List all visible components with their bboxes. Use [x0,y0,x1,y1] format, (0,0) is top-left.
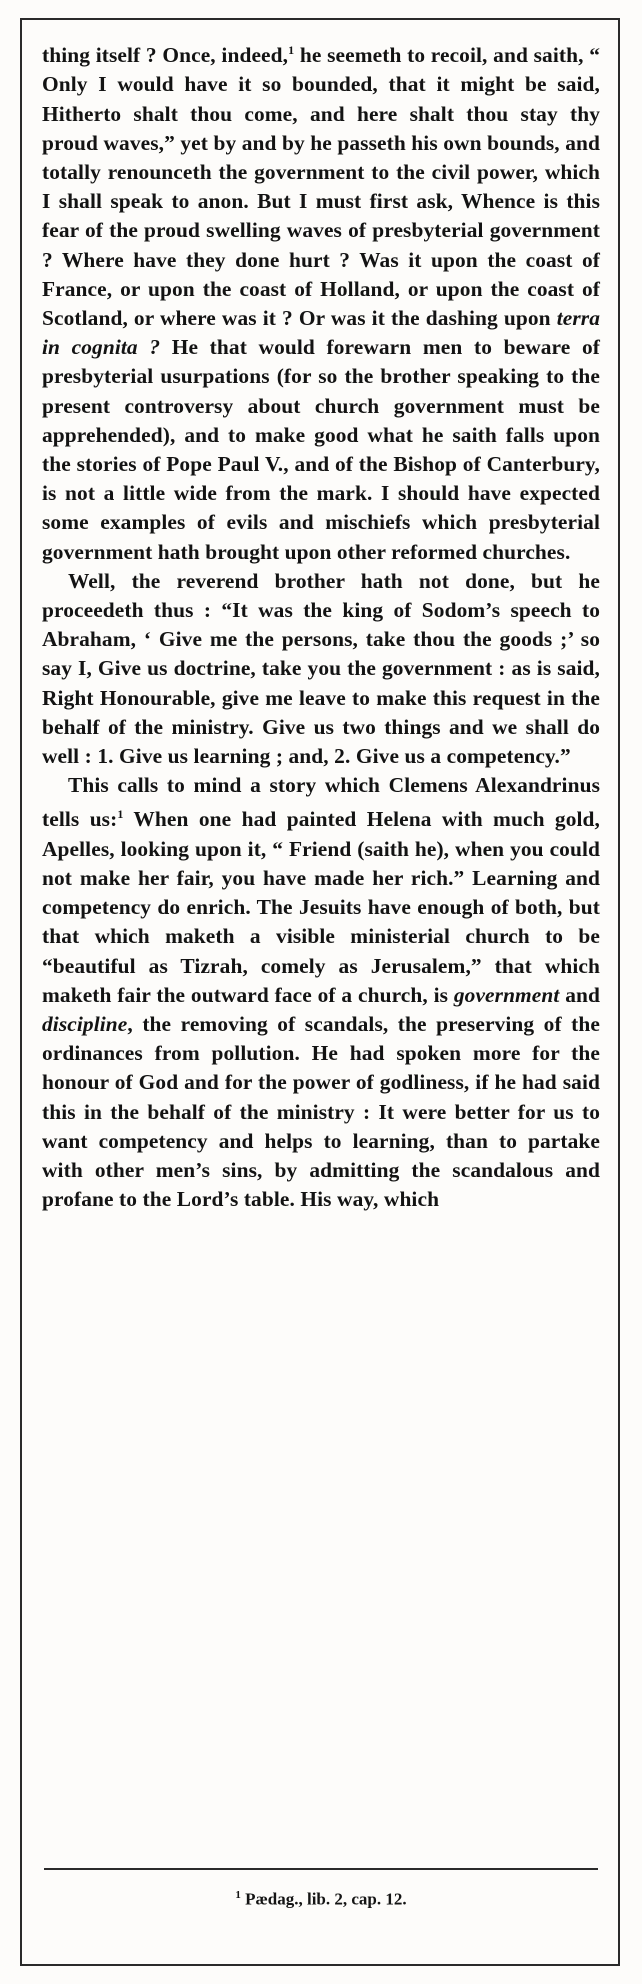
paragraph-3 [42,771,600,1214]
text-run: and [559,982,600,1007]
italic-phrase: government [453,982,560,1007]
italic-phrase: terra in cognita ? [42,305,600,360]
text-run: This calls to mind a story which Clemens Alexandrinus tells us: [42,773,600,832]
footnote-marker: 1 [235,1889,241,1901]
text-run: , the removing of scandals, the preserving of the ordinances from pollution. He had spoken more for the honour of God and for the power of godliness, if he had said this in the behalf of the ministry : It were better for us to want competency and helps to learning, than to partake with other men’s sins, by admitting the scandalous and profane to the Lord’s table. His way, which [42,1011,600,1212]
paragraph-2 [42,567,600,771]
text-run: When one had painted Helena with much gold, Apelles, looking upon it, “ Friend (saith he), when you could not make her fair, you have made her rich.” Learning and competency do enrich. The Jesuits have enough of both, but that which maketh a visible ministerial church to be “beautiful as Tizrah, comely as Jerusalem,” that which maketh fair the outward face of a church, is [42,807,601,1007]
footnote-reference: 1 [288,43,295,57]
footnote [36,1884,606,1911]
text-run: thing itself ? Once, indeed, [42,43,289,68]
text-run: he seemeth to recoil, and saith, “ Only I would have it so bounded, that it might be said, Hitherto shalt thou come, and here shalt thou stay thy proud waves,” yet by and by he passeth his own bounds, and totally renounceth the government to the civil power, which I shall speak to anon. But I must first ask, Whence is this fear of the proud swelling waves of presbyterial government ? Where have they done hurt ? Was it upon the coast of France, or upon the coast of Holland, or upon the coast of Scotland, or where was it ? Or was it the dashing upon [42,43,600,330]
text-run: Well, the reverend brother hath not done, but he proceedeth thus : “It was the king of Sodom’s speech to Abraham, ‘ Give me the persons, take thou the goods ;’ so say I, Give us doctrine, take you the government : as is said, Right Honourable, give me leave to make this request in the behalf of the ministry. Give us two things and we shall do well : 1. Give us learning ; and, 2. Give us a competency.” [42,568,600,768]
italic-phrase: discipline [42,1011,128,1036]
footnote-reference: 1 [117,807,124,822]
footnote-divider [44,1868,598,1870]
text-run: He that would forewarn men to beware of presbyterial usurpations (for so the brother speaking to the present controversy about church government must be apprehended), and to make good what he saith falls upon the stories of Pope Paul V., and of the Bishop of Canterbury, is not a little wide from the mark. I should have expected some examples of evils and mischiefs which presbyterial government hath brought upon other reformed churches. [42,335,600,564]
text-column [36,36,606,1214]
paragraph-1 [42,36,600,567]
footnote-text: Pædag., lib. 2, cap. 12. [240,1889,407,1909]
